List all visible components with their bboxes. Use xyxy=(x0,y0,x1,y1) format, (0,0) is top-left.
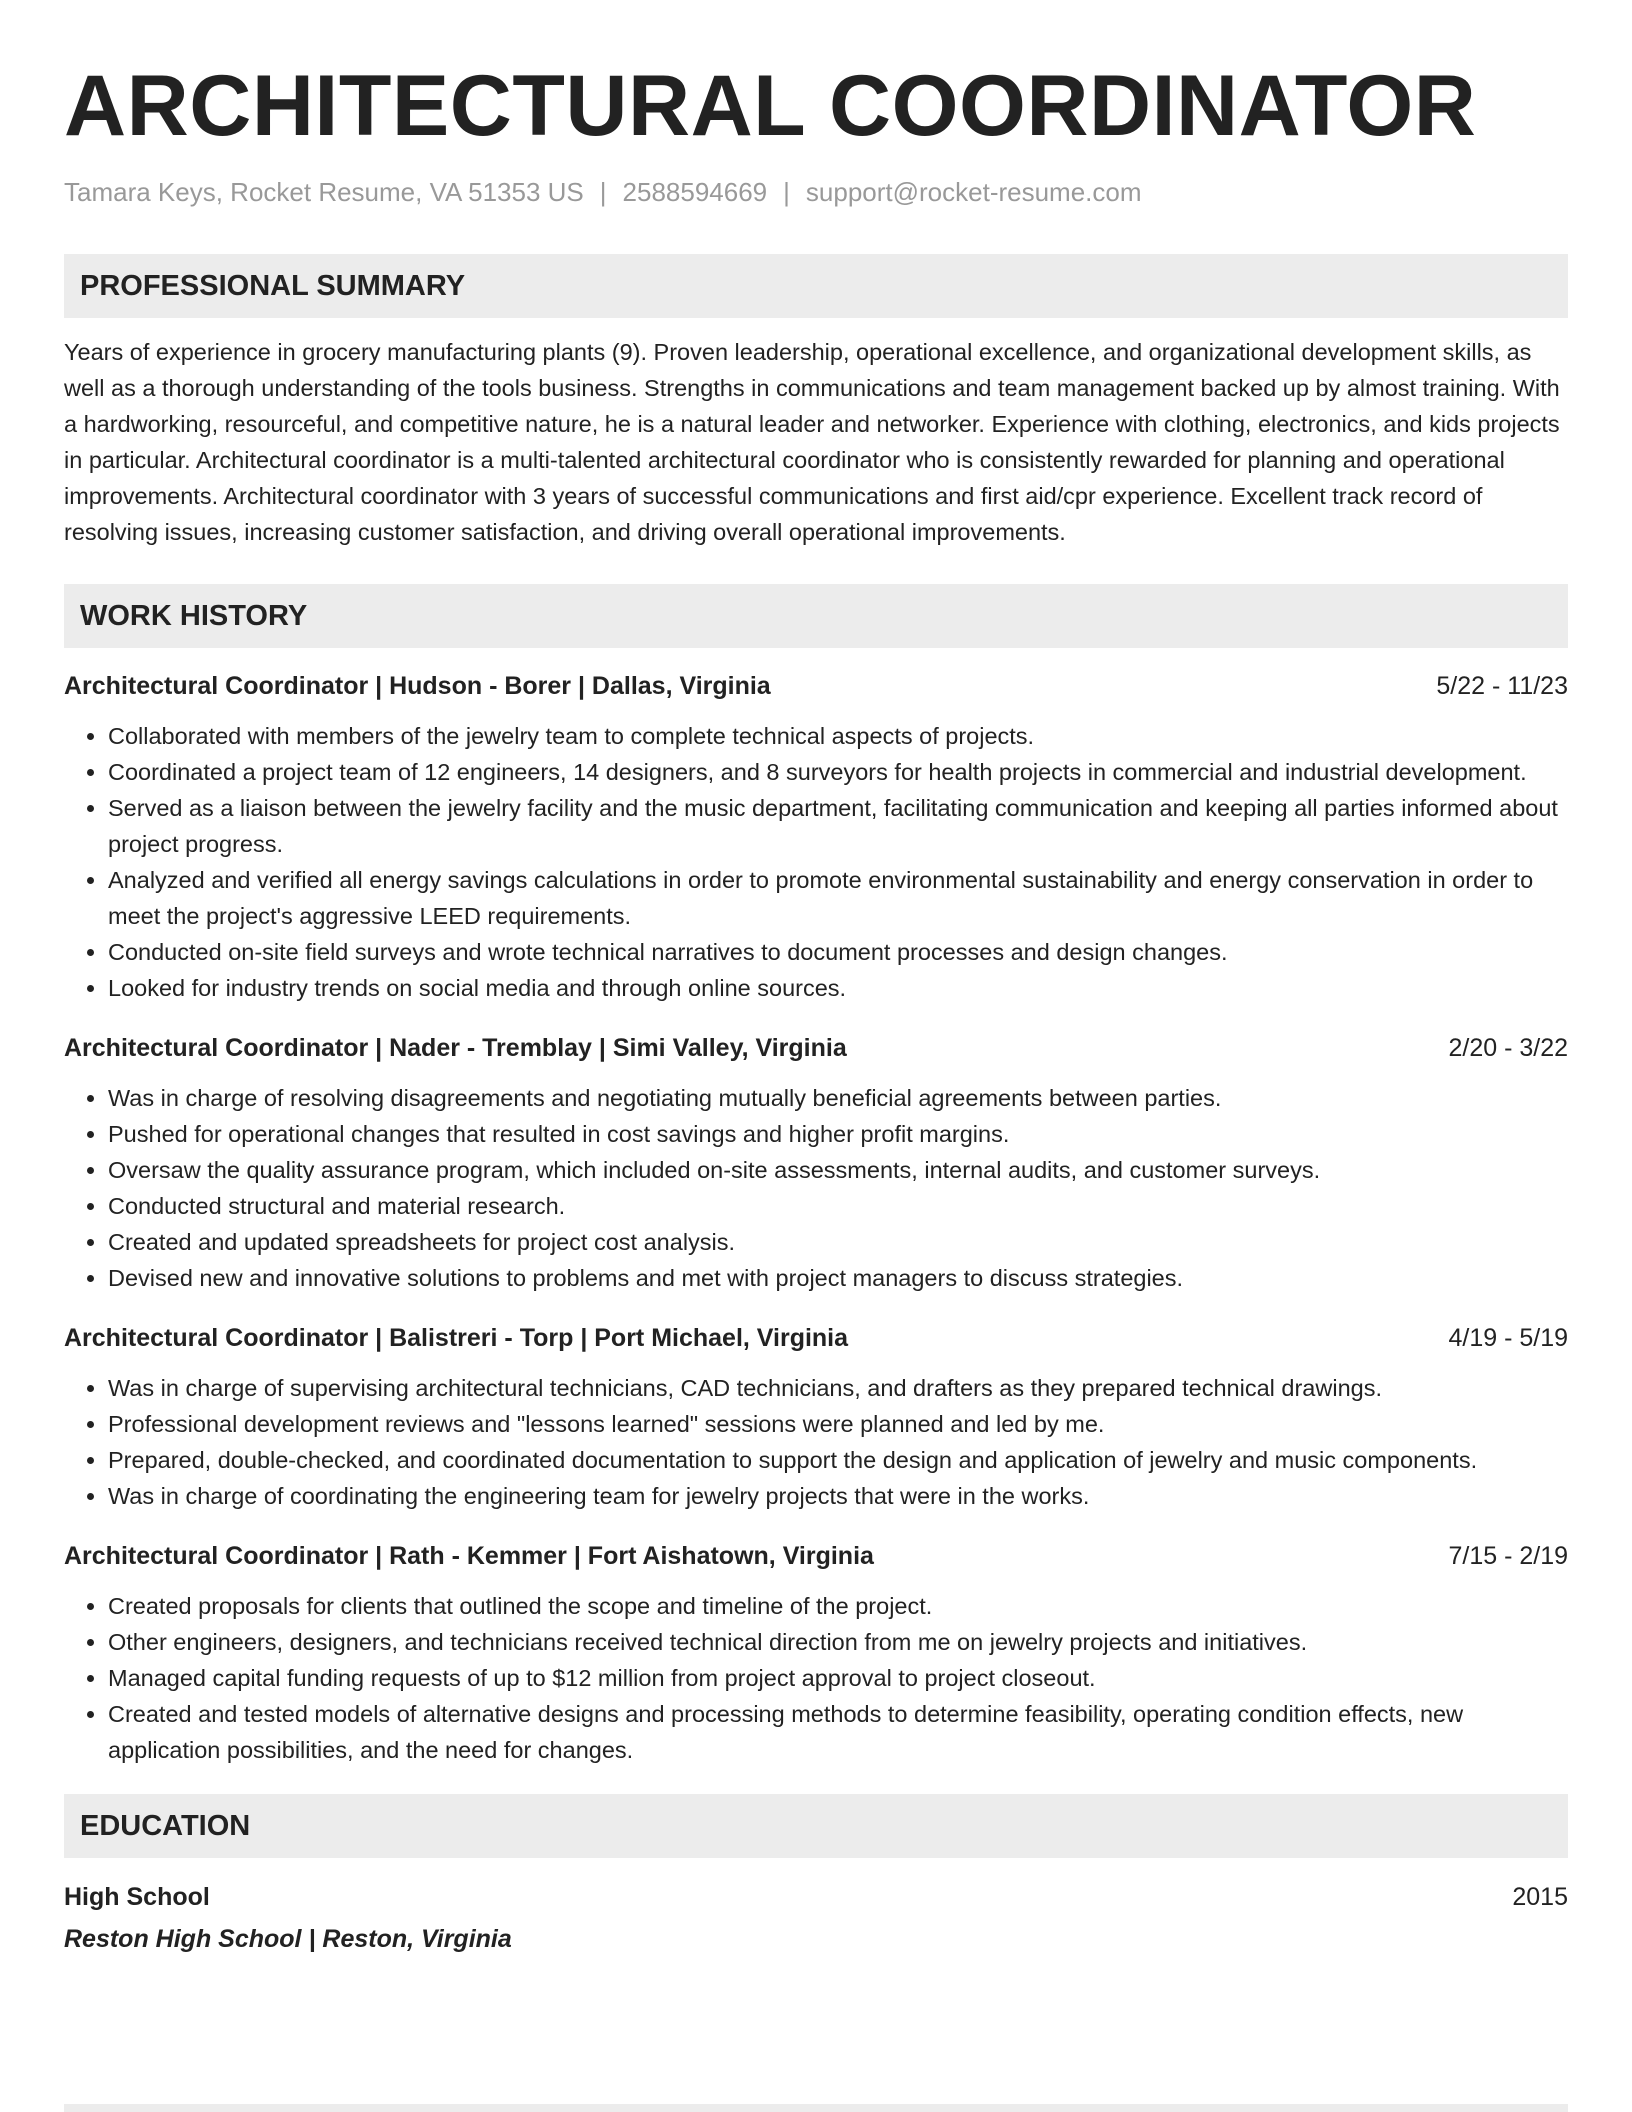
job-dates: 7/15 - 2/19 xyxy=(1448,1542,1568,1570)
job-bullet: • Analyzed and verified all energy savings calculations in order to promote environmental sustainability and energy conservation in order to meet the project's aggressive LEED requirements. xyxy=(108,862,1568,934)
job-bullet: • Devised new and innovative solutions to problems and met with project managers to discuss strategies. xyxy=(108,1260,1568,1296)
education-degree: High School xyxy=(64,1883,210,1911)
education-school: Reston High School | Reston, Virginia xyxy=(64,1925,512,1953)
job-dates: 2/20 - 3/22 xyxy=(1448,1034,1568,1062)
job-bullet: • Looked for industry trends on social media and through online sources. xyxy=(108,970,1568,1006)
resume-title: ARCHITECTURAL COORDINATOR xyxy=(64,58,1477,154)
job-bullets xyxy=(64,1370,1568,1514)
job-dates: 4/19 - 5/19 xyxy=(1448,1324,1568,1352)
job-bullet: • Was in charge of supervising architectural technicians, CAD technicians, and drafters as they prepared technical drawings. xyxy=(108,1370,1568,1406)
job-bullet: • Was in charge of coordinating the engineering team for jewelry projects that were in the works. xyxy=(108,1478,1568,1514)
job-bullet: • Conducted structural and material research. xyxy=(108,1188,1568,1224)
job-bullets xyxy=(64,1080,1568,1296)
contact-separator: | xyxy=(783,177,790,207)
job-bullet: • Oversaw the quality assurance program, which included on-site assessments, internal audits, and customer surveys. xyxy=(108,1152,1568,1188)
job-bullets xyxy=(64,718,1568,1006)
job-header xyxy=(64,1030,1568,1066)
section-header-summary: PROFESSIONAL SUMMARY xyxy=(64,254,1568,318)
job-header xyxy=(64,1320,1568,1356)
job-header xyxy=(64,1538,1568,1574)
job-title: Architectural Coordinator | Rath - Kemmer | Fort Aishatown, Virginia xyxy=(64,1542,874,1570)
next-section-header-edge xyxy=(64,2104,1568,2112)
job-bullet: • Created proposals for clients that outlined the scope and timeline of the project. xyxy=(108,1588,1568,1624)
job-entry xyxy=(64,1030,1568,1296)
job-header xyxy=(64,668,1568,704)
job-bullet: • Created and tested models of alternative designs and processing methods to determine feasibility, operating condition effects, new application possibilities, and the need for changes. xyxy=(108,1696,1568,1768)
job-title: Architectural Coordinator | Nader - Tremblay | Simi Valley, Virginia xyxy=(64,1034,847,1062)
job-bullet: • Other engineers, designers, and technicians received technical direction from me on jewelry projects and initiatives. xyxy=(108,1624,1568,1660)
job-title: Architectural Coordinator | Hudson - Borer | Dallas, Virginia xyxy=(64,672,771,700)
job-bullet: • Collaborated with members of the jewelry team to complete technical aspects of projects. xyxy=(108,718,1568,754)
job-bullets xyxy=(64,1588,1568,1768)
job-bullet: • Prepared, double-checked, and coordinated documentation to support the design and application of jewelry and music components. xyxy=(108,1442,1568,1478)
job-bullet: • Professional development reviews and "lessons learned" sessions were planned and led by me. xyxy=(108,1406,1568,1442)
section-header-education: EDUCATION xyxy=(64,1794,1568,1858)
job-bullet: • Conducted on-site field surveys and wrote technical narratives to document processes and design changes. xyxy=(108,934,1568,970)
job-bullet: • Managed capital funding requests of up to $12 million from project approval to project closeout. xyxy=(108,1660,1568,1696)
section-header-work-history: WORK HISTORY xyxy=(64,584,1568,648)
education-header xyxy=(64,1878,1568,1916)
job-bullet: • Coordinated a project team of 12 engineers, 14 designers, and 8 surveyors for health projects in commercial and industrial development. xyxy=(108,754,1568,790)
job-entry xyxy=(64,1320,1568,1514)
contact-address: Tamara Keys, Rocket Resume, VA 51353 US xyxy=(64,177,584,207)
job-bullet: • Was in charge of resolving disagreements and negotiating mutually beneficial agreements between parties. xyxy=(108,1080,1568,1116)
job-dates: 5/22 - 11/23 xyxy=(1436,672,1568,700)
contact-phone: 2588594669 xyxy=(622,177,768,207)
job-title: Architectural Coordinator | Balistreri - Torp | Port Michael, Virginia xyxy=(64,1324,849,1352)
contact-email: support@rocket-resume.com xyxy=(805,177,1142,207)
job-entry xyxy=(64,1538,1568,1768)
contact-separator: | xyxy=(599,177,607,207)
job-bullet: • Created and updated spreadsheets for project cost analysis. xyxy=(108,1224,1568,1260)
job-bullet: • Pushed for operational changes that resulted in cost savings and higher profit margins. xyxy=(108,1116,1568,1152)
contact-line xyxy=(64,176,1568,208)
education-entry xyxy=(64,1878,1568,1958)
job-entry xyxy=(64,668,1568,1006)
summary-text: Years of experience in grocery manufacturing plants (9). Proven leadership, operational excellence, and organizational development skills, as well as a thorough understanding of the tools business. Strengths in communications and team management backed up by almost training. With a hardworking, resourceful, and competitive nature, he is a natural leader and networker. Experience with clothing, electronics, and kids projects in particular. Architectural coordinator is a multi-talented architectural coordinator who is consistently rewarded for planning and operational improvements. Architectural coordinator with 3 years of successful communications and first aid/cpr experience. Excellent track record of resolving issues, increasing customer satisfaction, and driving overall operational improvements. xyxy=(64,339,1560,545)
education-year: 2015 xyxy=(1512,1883,1568,1911)
job-bullet: • Served as a liaison between the jewelry facility and the music department, facilitating communication and keeping all parties informed about project progress. xyxy=(108,790,1568,862)
work-history-list xyxy=(64,668,1568,1768)
